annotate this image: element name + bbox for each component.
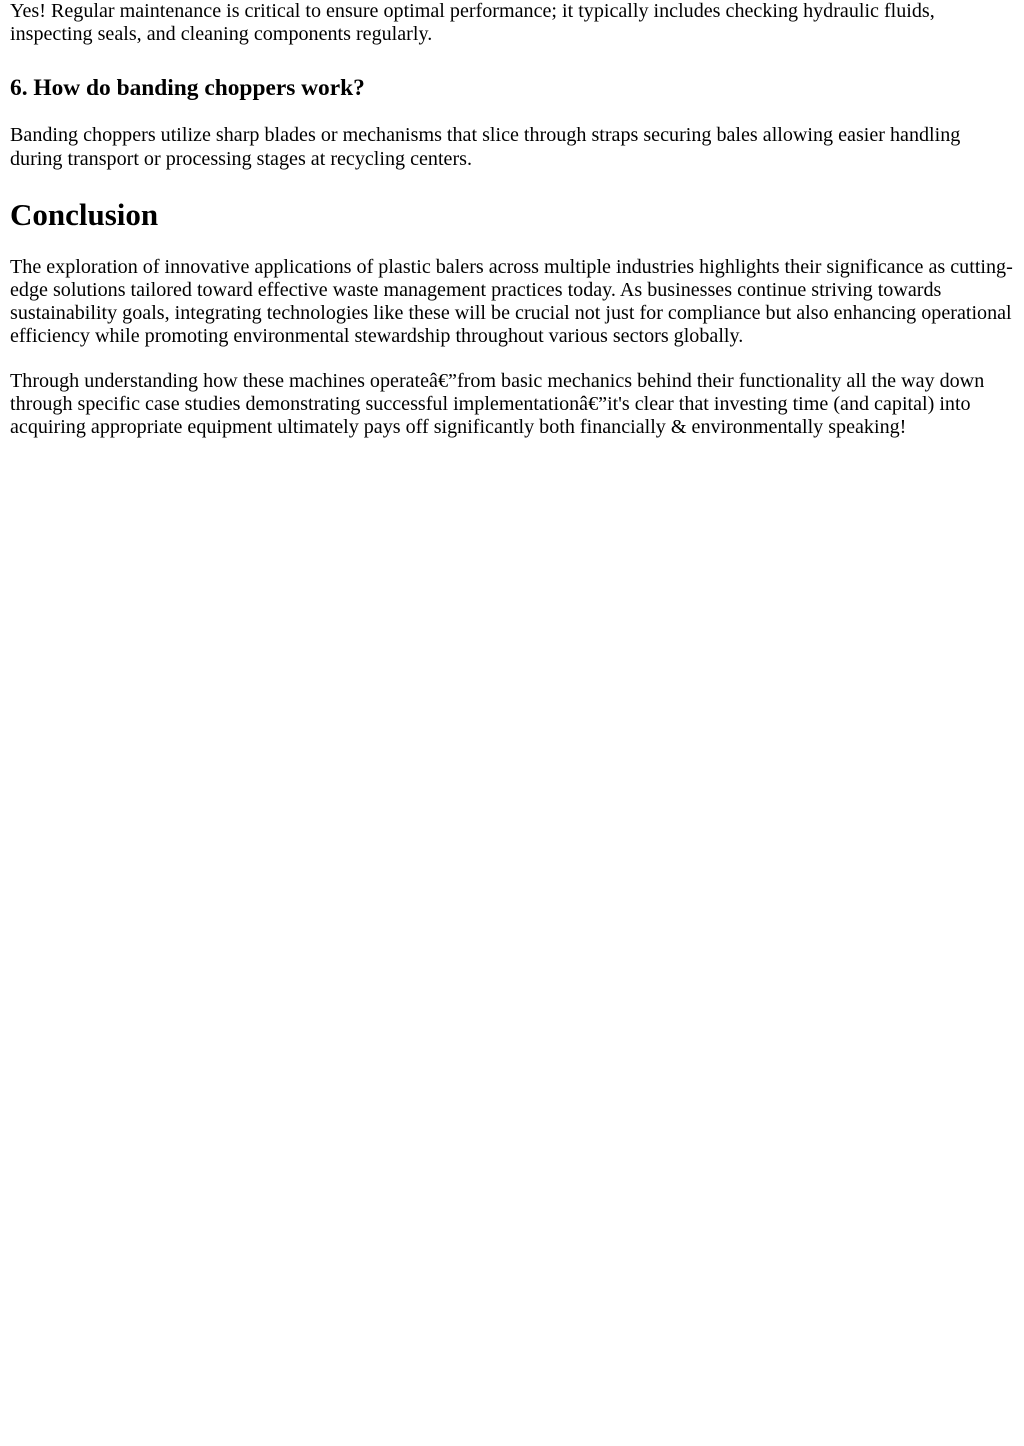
article-body bbox=[0, 0, 1024, 439]
faq-answer-5: Yes! Regular maintenance is critical to ensure optimal performance; it typically includes checking hydraulic fluids, inspecting seals, and cleaning components regularly. bbox=[10, 0, 935, 46]
faq-answer-6: Banding choppers utilize sharp blades or mechanisms that slice through straps securing bales allowing easier handling during transport or processing stages at recycling centers. bbox=[10, 124, 961, 170]
faq-question-6: 6. How do banding choppers work? bbox=[10, 75, 365, 102]
conclusion-paragraph-1: The exploration of innovative applications of plastic balers across multiple industries highlights their significance as cutting-edge solutions tailored toward effective waste management practices today. As businesses continue striving towards sustainability goals, integrating technologies like these will be crucial not just for compliance but also enhancing operational efficiency while promoting environmental stewardship throughout various sectors globally. bbox=[10, 255, 1013, 348]
conclusion-heading: Conclusion bbox=[10, 196, 159, 232]
conclusion-paragraph-2: Through understanding how these machines operateâ€”from basic mechanics behind their functionality all the way down through specific case studies demonstrating successful implementationâ€”it's clear that investing time (and capital) into acquiring appropriate equipment ultimately pays off significantly both financially & environmentally speaking! bbox=[10, 369, 985, 439]
